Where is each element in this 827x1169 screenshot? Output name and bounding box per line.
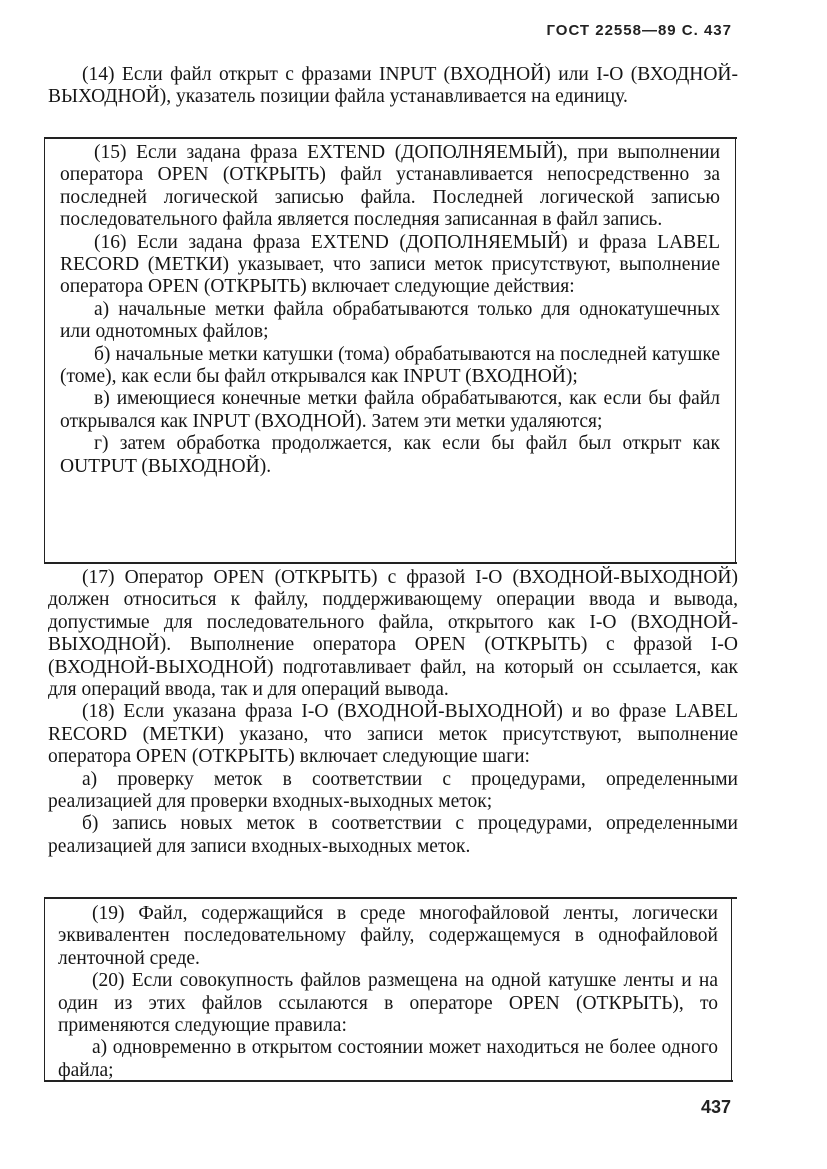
paragraph-14-block (48, 64, 738, 109)
boxed-section-1 (60, 142, 720, 478)
paragraph-20: (20) Если совокупность файлов размещена на одной катушке ленты и на один из этих файлов ссылаются в операторе OPEN (ОТКРЫТЬ), то применяются следующие правила: (58, 970, 718, 1037)
list-item-16b: б) начальные метки катушки (тома) обрабатываются на последней катушке (томе), как если бы файл открывался как INPUT (ВХОДНОЙ); (60, 343, 720, 388)
paragraph-15: (15) Если задана фраза EXTEND (ДОПОЛНЯЕМЫЙ), при выполнении оператора OPEN (ОТКРЫТЬ) файл устанавливается непосредственно за последней логической записью файла. Последней логической записью последовательного файла является последняя записанная в файл запись. (60, 142, 720, 231)
box-bottom-rule-1 (44, 562, 737, 564)
boxed-section-2 (58, 903, 718, 1082)
list-item-16a: а) начальные метки файла обрабатываются только для однокатушечных или однотомных файлов; (60, 298, 720, 343)
list-item-20a: а) одновременно в открытом состоянии может находиться не более одного файла; (58, 1037, 718, 1081)
paragraph-17: (17) Оператор OPEN (ОТКРЫТЬ) с фразой I-O (ВХОДНОЙ-ВЫХОДНОЙ) должен относиться к файлу, поддерживающему операции ввода и вывода, допустимые для последовательного файла, открытого как I-O (ВХОДНОЙ-ВЫХОДНОЙ). Выполнение оператора OPEN (ОТКРЫТЬ) с фразой I-O (ВХОДНОЙ-ВЫХОДНОЙ) подготавливает файл, на который он ссылается, как для операций ввода, так и для операций вывода. (48, 567, 738, 701)
list-item-16d: г) затем обработка продолжается, как если бы файл был открыт как OUTPUT (ВЫХОДНОЙ). (60, 433, 720, 477)
list-item-18b: б) запись новых меток в соответствии с процедурами, определенными реализацией для записи входных-выходных меток. (48, 813, 738, 857)
paragraph-18: (18) Если указана фраза I-O (ВХОДНОЙ-ВЫХОДНОЙ) и во фразе LABEL RECORD (МЕТКИ) указано, что записи меток присутствуют, выполнение оператора OPEN (ОТКРЫТЬ) включает следующие шаги: (48, 701, 738, 768)
list-item-16c: в) имеющиеся конечные метки файла обрабатываются, как если бы файл открывался как INPUT (ВХОДНОЙ). Затем эти метки удаляются; (60, 388, 720, 432)
paragraph-19: (19) Файл, содержащийся в среде многофайловой ленты, логически эквивалентен последовательному файлу, содержащемуся в однофайловой ленточной среде. (58, 903, 718, 969)
page-number: 437 (700, 1097, 731, 1117)
paragraph-14: (14) Если файл открыт с фразами INPUT (ВХОДНОЙ) или I-O (ВХОДНОЙ-ВЫХОДНОЙ), указатель позиции файла устанавливается на единицу. (48, 64, 738, 108)
running-header: ГОСТ 22558—89 С. 437 (546, 22, 732, 39)
unboxed-section (48, 567, 738, 858)
list-item-18a: а) проверку меток в соответствии с процедурами, определенными реализацией для проверки входных-выходных меток; (48, 768, 738, 813)
paragraph-16: (16) Если задана фраза EXTEND (ДОПОЛНЯЕМЫЙ) и фраза LABEL RECORD (МЕТКИ) указывает, что записи меток присутствуют, выполнение оператора OPEN (ОТКРЫТЬ) включает следующие действия: (60, 231, 720, 298)
